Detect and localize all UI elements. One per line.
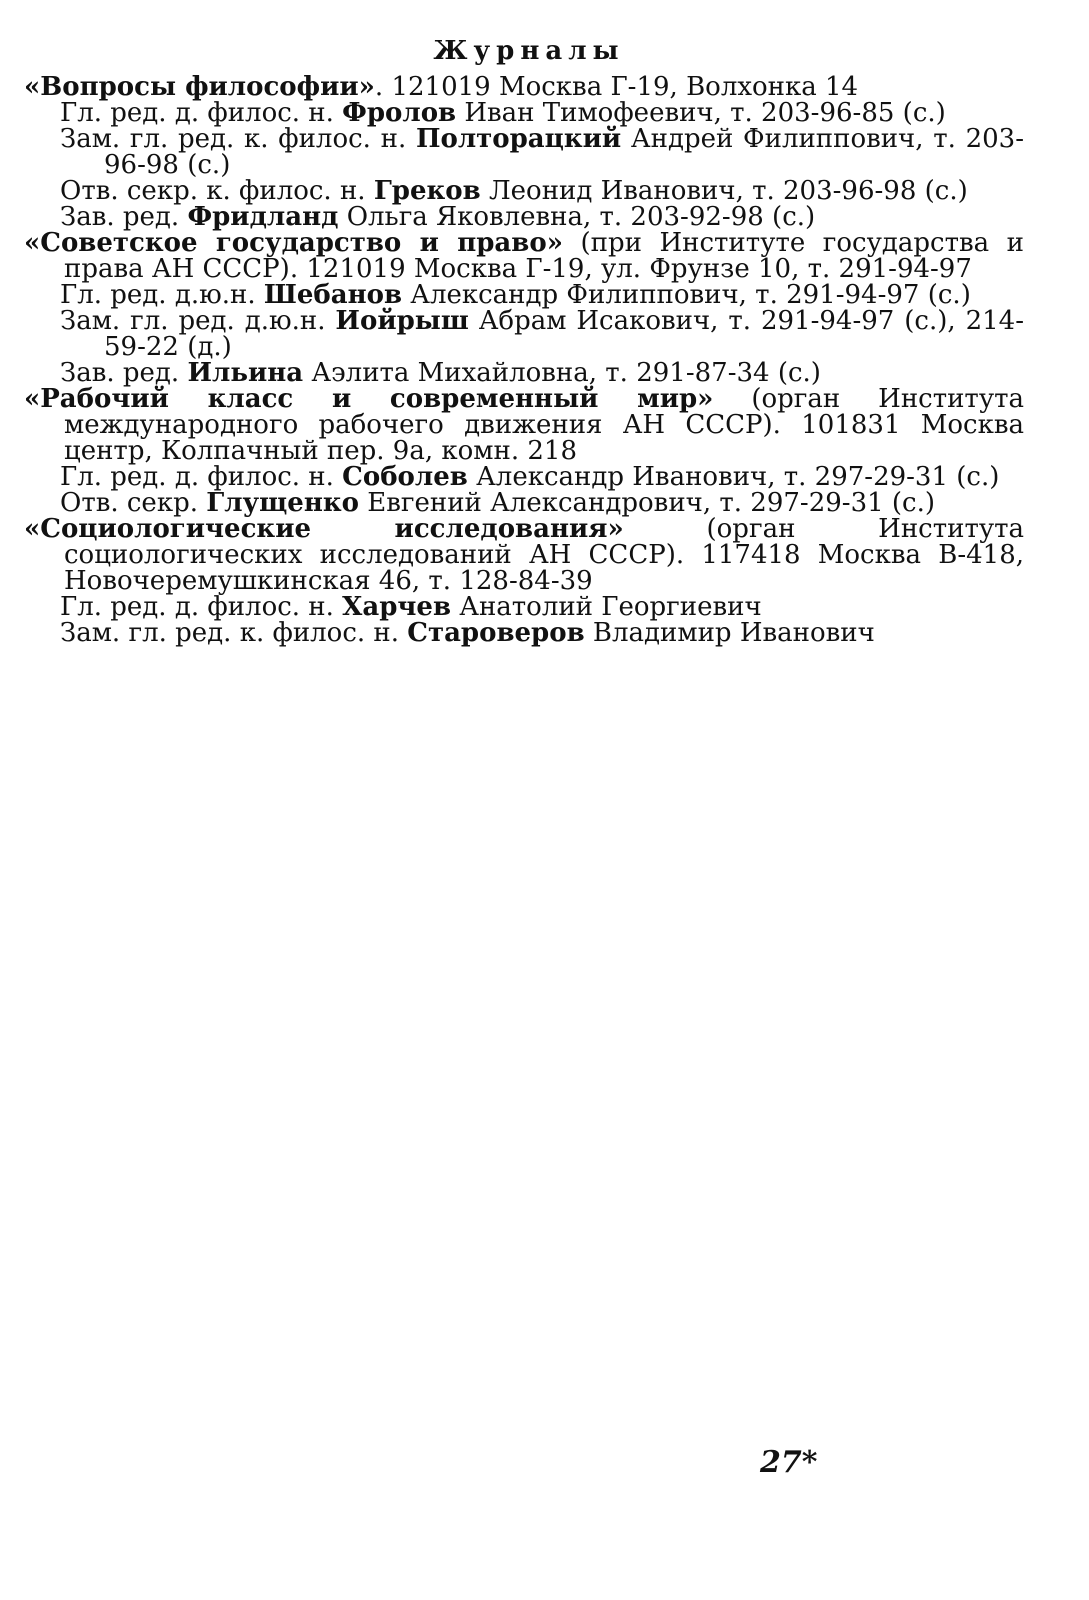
staff-line [24, 100, 1024, 126]
staff-details: Александр Филиппович, т. 291-94-97 (с.) [402, 280, 971, 310]
staff-line [24, 282, 1024, 308]
journal-entry [24, 230, 1024, 386]
staff-role: Гл. ред. д.ю.н. [60, 280, 264, 310]
journal-header [24, 516, 1024, 594]
journal-header [24, 74, 1024, 100]
staff-line [24, 126, 1024, 178]
staff-name: Греков [373, 176, 481, 206]
staff-name: Шебанов [263, 280, 403, 310]
staff-details: Аэлита Михайловна, т. 291-87-34 (с.) [303, 358, 821, 388]
journal-entry [24, 386, 1024, 516]
staff-role: Гл. ред. д. филос. н. [60, 98, 343, 128]
journal-header [24, 386, 1024, 464]
page-number: 27* [760, 1445, 818, 1480]
staff-name: Соболев [342, 462, 468, 492]
journal-info: (орган Института международного рабочего движения АН СССР). 101831 Москва центр, Колпачный пер. 9а, комн. 218 [64, 384, 1024, 466]
staff-name: Харчев [342, 592, 452, 622]
journal-title: «Вопросы философии» [24, 72, 375, 102]
staff-role: Отв. секр. к. филос. н. [60, 176, 374, 206]
section-title: Журналы [433, 36, 625, 66]
staff-name: Иойрыш [335, 306, 469, 336]
document-page [24, 36, 1024, 646]
staff-name: Фридланд [187, 202, 339, 232]
journal-title: «Рабочий класс и современный мир» [24, 384, 714, 414]
staff-role: Зам. гл. ред. к. филос. н. [60, 618, 408, 648]
staff-details: Абрам Исакович, т. 291-94-97 (с.), 214-59-22 (д.) [104, 306, 1024, 362]
staff-role: Гл. ред. д. филос. н. [60, 462, 343, 492]
staff-details: Евгений Александрович, т. 297-29-31 (с.) [359, 488, 936, 518]
staff-role: Отв. секр. [60, 488, 207, 518]
journal-title: «Социологические исследования» [24, 514, 624, 544]
journal-info: . 121019 Москва Г-19, Волхонка 14 [374, 72, 859, 102]
journal-entry [24, 516, 1024, 646]
staff-line [24, 360, 1024, 386]
journal-info: (при Институте государства и права АН СССР). 121019 Москва Г-19, ул. Фрунзе 10, т. 291-94-97 [64, 228, 1025, 284]
journal-title: «Советское государство и право» [24, 228, 563, 258]
staff-line [24, 490, 1024, 516]
staff-name: Полторацкий [415, 124, 622, 154]
staff-name: Фролов [342, 98, 457, 128]
journal-header [24, 230, 1024, 282]
staff-role: Зав. ред. [60, 358, 188, 388]
staff-role: Зам. гл. ред. к. филос. н. [60, 124, 416, 154]
staff-name: Глущенко [206, 488, 359, 518]
staff-details: Андрей Филиппович, т. 203-96-98 (с.) [104, 124, 1024, 180]
staff-details: Владимир Иванович [584, 618, 875, 648]
staff-line [24, 204, 1024, 230]
staff-line [24, 464, 1024, 490]
journal-info: (орган Института социологических исследований АН СССР). 117418 Москва В-418, Новочеремушкинская 46, т. 128-84-39 [64, 514, 1025, 596]
staff-details: Иван Тимофеевич, т. 203-96-85 (с.) [456, 98, 946, 128]
staff-role: Зав. ред. [60, 202, 188, 232]
staff-name: Ильина [187, 358, 304, 388]
staff-details: Ольга Яковлевна, т. 203-92-98 (с.) [338, 202, 816, 232]
staff-details: Александр Иванович, т. 297-29-31 (с.) [467, 462, 1000, 492]
staff-name: Староверов [407, 618, 585, 648]
staff-details: Анатолий Георгиевич [451, 592, 762, 622]
staff-line [24, 308, 1024, 360]
staff-line [24, 594, 1024, 620]
journal-entry [24, 74, 1024, 230]
staff-role: Зам. гл. ред. д.ю.н. [60, 306, 336, 336]
staff-role: Гл. ред. д. филос. н. [60, 592, 343, 622]
staff-details: Леонид Иванович, т. 203-96-98 (с.) [480, 176, 968, 206]
staff-line [24, 178, 1024, 204]
staff-line [24, 620, 1024, 646]
